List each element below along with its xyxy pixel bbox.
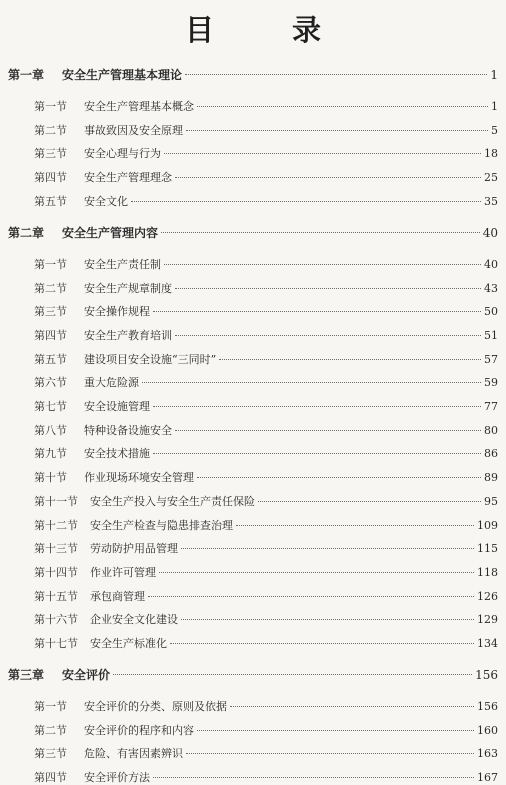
dot-leader [159,571,474,573]
section-title: 承包商管理 [90,589,145,603]
page-number: 129 [477,613,498,627]
section-number: 第三节 [34,147,67,161]
section-number: 第十六节 [34,613,78,627]
page-title [0,8,506,49]
toc-section-entry[interactable] [34,722,498,738]
toc-section-entry[interactable] [34,698,498,714]
chapter-title: 安全生产管理基本理论 [62,68,183,82]
dot-leader [153,452,481,454]
dot-leader [186,752,474,754]
page-number: 35 [484,194,498,208]
section-number: 第十三节 [34,542,78,556]
toc-section-entry[interactable] [34,422,498,438]
page-number: 89 [484,471,498,485]
section-title: 劳动防护用品管理 [90,542,178,556]
toc-section-entry[interactable] [34,351,498,367]
page-number: 1 [490,68,498,82]
section-number: 第七节 [34,400,67,413]
page-number: 50 [484,305,498,319]
dot-leader [258,500,481,502]
toc-section-entry[interactable] [34,469,498,485]
toc-section-entry[interactable] [34,540,498,556]
section-number: 第一节 [34,257,67,271]
dot-leader [181,547,474,549]
chapter-number: 第三章 [8,668,45,682]
section-title: 安全设施管理 [84,400,150,413]
dot-leader [236,524,474,526]
chapter-number: 第二章 [8,225,45,240]
page-number: 40 [482,225,498,240]
page-number: 163 [477,747,498,761]
page-number: 57 [484,352,498,366]
page-number: 156 [477,700,498,713]
section-number: 第二节 [34,123,67,137]
chapter-title: 安全生产管理内容 [62,225,159,240]
dot-leader [153,776,474,778]
section-number: 第二节 [34,281,67,295]
toc-section-entry[interactable] [34,122,498,138]
section-title: 安全评价方法 [84,771,150,785]
page-number: 126 [477,589,498,603]
page-number: 43 [484,281,498,295]
title-char-1: 目 [184,13,214,47]
dot-leader [230,705,474,707]
dot-leader [219,358,481,360]
section-title: 安全生产检查与隐患排查治理 [90,518,233,532]
section-number: 第十四节 [34,565,78,579]
dot-leader [131,200,481,202]
page-number: 109 [477,518,498,532]
section-number: 第六节 [34,376,67,390]
page-number: 160 [477,723,498,737]
toc-section-entry[interactable] [34,98,498,114]
toc-section-entry[interactable] [34,193,498,209]
toc-section-entry[interactable] [34,374,498,390]
page-number: 115 [477,542,498,556]
toc-section-entry[interactable] [34,398,498,414]
toc-section-entry[interactable] [34,445,498,461]
section-title: 安全生产教育培训 [84,328,172,342]
dot-leader [197,476,481,478]
page-number: 18 [484,147,498,161]
section-number: 第五节 [34,194,67,208]
page-number: 40 [484,257,498,271]
section-title: 安全生产管理理念 [84,171,172,185]
section-number: 第八节 [34,423,67,437]
section-title: 企业安全文化建设 [90,613,178,627]
section-number: 第十一节 [34,494,78,508]
page-number: 59 [484,376,498,390]
section-number: 第九节 [34,447,67,461]
page-number: 167 [477,771,498,785]
section-title: 重大危险源 [84,376,139,390]
dot-leader [153,310,481,312]
toc-section-entry[interactable] [34,635,498,651]
page-number: 156 [475,668,498,682]
section-title: 安全操作规程 [84,305,150,319]
section-title: 安全评价的程序和内容 [84,723,194,737]
section-title: 安全生产投入与安全生产责任保险 [90,494,255,508]
section-number: 第三节 [34,305,67,319]
section-title: 事故致因及安全原理 [84,123,183,137]
section-number: 第四节 [34,171,67,185]
toc-chapter-entry[interactable] [8,66,498,82]
toc-section-entry[interactable] [34,493,498,509]
section-title: 安全生产责任制 [84,257,161,271]
toc-section-entry[interactable] [34,745,498,761]
section-number: 第十五节 [34,589,78,603]
section-title: 安全生产标准化 [90,637,167,650]
section-title: 特种设备设施安全 [84,423,172,437]
dot-leader [197,729,474,731]
page-number: 95 [484,494,498,508]
section-title: 安全文化 [84,194,128,208]
toc-section-entry[interactable] [34,769,498,785]
page-number: 25 [484,171,498,185]
section-number: 第五节 [34,352,67,366]
dot-leader [175,287,481,289]
dot-leader [185,73,487,75]
page-number: 86 [484,447,498,461]
dot-leader [164,263,481,265]
dot-leader [181,618,474,620]
section-number: 第一节 [34,700,67,713]
page-number: 51 [484,328,498,342]
section-title: 作业现场环境安全管理 [84,471,194,485]
toc-chapter-entry[interactable] [8,666,498,682]
section-title: 安全生产管理基本概念 [84,100,194,113]
section-number: 第二节 [34,723,67,737]
toc-section-entry[interactable] [34,564,498,580]
dot-leader [170,642,474,644]
dot-leader [153,405,481,407]
section-number: 第十节 [34,471,67,485]
dot-leader [175,429,481,431]
section-title: 安全生产规章制度 [84,281,172,295]
section-title: 安全技术措施 [84,447,150,461]
toc-section-entry[interactable] [34,588,498,604]
dot-leader [148,595,474,597]
page-number: 5 [491,123,498,137]
dot-leader [175,334,481,336]
dot-leader [164,152,481,154]
section-number: 第十二节 [34,518,78,532]
chapter-number: 第一章 [8,68,45,82]
toc-section-entry[interactable] [34,517,498,533]
section-number: 第一节 [34,100,67,113]
dot-leader [113,673,472,675]
toc-section-entry[interactable] [34,280,498,296]
dot-leader [142,381,481,383]
section-number: 第十七节 [34,637,78,650]
page-number: 1 [491,100,498,113]
toc-section-entry[interactable] [34,145,498,161]
section-title: 作业许可管理 [90,565,156,579]
chapter-title: 安全评价 [62,668,111,682]
dot-leader [197,105,488,107]
dot-leader [186,129,488,131]
toc-chapter-entry[interactable] [8,224,498,240]
title-char-2: 录 [292,13,322,47]
section-title: 安全心理与行为 [84,147,161,161]
toc-section-entry[interactable] [34,611,498,627]
toc-section-entry[interactable] [34,303,498,319]
dot-leader [161,231,480,233]
page-number: 80 [484,423,498,437]
toc-section-entry[interactable] [34,169,498,185]
toc-section-entry[interactable] [34,256,498,272]
section-number: 第四节 [34,771,67,785]
section-number: 第三节 [34,747,67,761]
section-number: 第四节 [34,328,67,342]
page-number: 134 [477,637,498,650]
toc-section-entry[interactable] [34,327,498,343]
dot-leader [175,176,481,178]
section-title: 安全评价的分类、原则及依据 [84,700,227,713]
section-title: 危险、有害因素辨识 [84,747,183,761]
page-number: 118 [477,565,498,579]
section-title: 建设项目安全设施“三同时” [84,352,217,366]
page-number: 77 [484,400,498,413]
